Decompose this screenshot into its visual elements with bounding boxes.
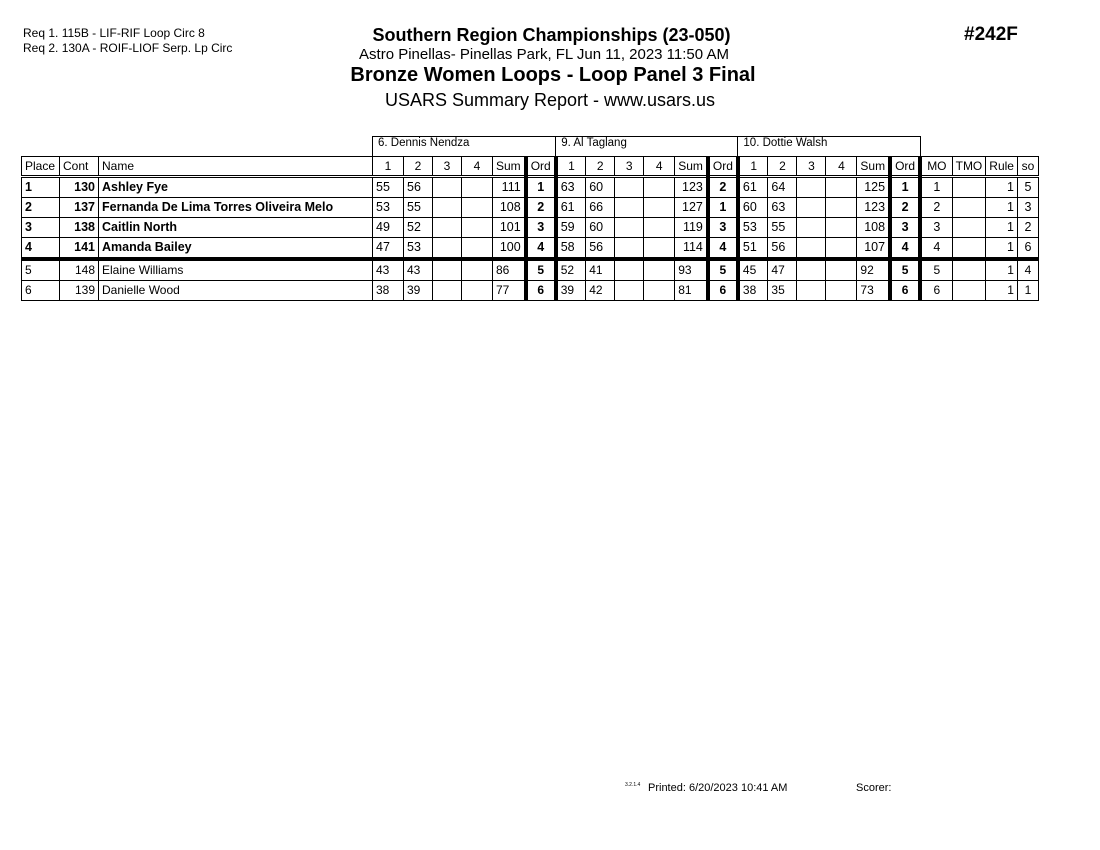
rule-cell: 1 <box>986 281 1018 301</box>
ord-cell: 2 <box>890 198 920 218</box>
ord-cell: 5 <box>526 259 556 281</box>
score-3-cell <box>797 198 826 218</box>
ord-cell: 4 <box>526 238 556 260</box>
score-2-cell: 66 <box>586 198 615 218</box>
score-1-cell: 59 <box>556 218 586 238</box>
mo-cell: 1 <box>920 177 952 198</box>
score-3-cell <box>797 281 826 301</box>
score-4-cell <box>462 218 493 238</box>
name-cell: Amanda Bailey <box>99 238 373 260</box>
ord-cell: 6 <box>708 281 738 301</box>
score-1-cell: 38 <box>738 281 768 301</box>
table-row <box>22 218 1039 238</box>
mo-cell: 5 <box>920 259 952 281</box>
sum-cell: 125 <box>857 177 890 198</box>
score-1-cell: 55 <box>373 177 404 198</box>
tmo-cell <box>952 238 986 260</box>
score-2-cell: 43 <box>404 259 433 281</box>
score-4-cell <box>462 281 493 301</box>
sum-cell: 100 <box>493 238 526 260</box>
cont-cell: 138 <box>60 218 99 238</box>
sum-cell: 111 <box>493 177 526 198</box>
score-1-cell: 52 <box>556 259 586 281</box>
ord-cell: 5 <box>890 259 920 281</box>
score-3-cell <box>433 198 462 218</box>
element-2-header: 2 <box>404 157 433 177</box>
software-version: 3.2.1.4 <box>625 782 641 788</box>
sum-header: Sum <box>493 157 526 177</box>
score-1-cell: 45 <box>738 259 768 281</box>
sum-cell: 119 <box>675 218 708 238</box>
element-1-header: 1 <box>738 157 768 177</box>
ord-header: Ord <box>526 157 556 177</box>
tmo-cell <box>952 218 986 238</box>
table-row <box>22 238 1039 260</box>
score-3-cell <box>797 238 826 260</box>
score-1-cell: 61 <box>738 177 768 198</box>
ord-cell: 6 <box>890 281 920 301</box>
place-cell: 1 <box>22 177 60 198</box>
rule-cell: 1 <box>986 238 1018 260</box>
score-3-cell <box>797 177 826 198</box>
sum-cell: 93 <box>675 259 708 281</box>
sum-cell: 127 <box>675 198 708 218</box>
report-title: USARS Summary Report - www.usars.us <box>384 90 716 110</box>
cont-cell: 139 <box>60 281 99 301</box>
score-4-cell <box>644 177 675 198</box>
competition-title: Southern Region Championships (23-050) <box>372 25 731 45</box>
score-3-cell <box>433 281 462 301</box>
scorer-label: Scorer: <box>856 782 892 794</box>
score-2-cell: 41 <box>586 259 615 281</box>
score-3-cell <box>615 177 644 198</box>
sum-header: Sum <box>675 157 708 177</box>
element-4-header: 4 <box>644 157 675 177</box>
requirement-2: Req 2. 130A - ROIF-LIOF Serp. Lp Circ <box>23 41 233 55</box>
score-4-cell <box>462 177 493 198</box>
venue-date: Astro Pinellas- Pinellas Park, FL Jun 11, 2023 11:50 AM <box>359 46 729 63</box>
rule-cell: 1 <box>986 198 1018 218</box>
place-cell: 4 <box>22 238 60 260</box>
score-3-cell <box>433 259 462 281</box>
ord-cell: 3 <box>708 218 738 238</box>
score-1-cell: 63 <box>556 177 586 198</box>
score-1-cell: 51 <box>738 238 768 260</box>
tmo-header: TMO <box>952 157 986 177</box>
score-2-cell: 63 <box>768 198 797 218</box>
ord-header: Ord <box>890 157 920 177</box>
judge-header-row <box>22 137 1039 157</box>
score-3-cell <box>433 218 462 238</box>
judge-3-name: 10. Dottie Walsh <box>738 137 920 157</box>
score-4-cell <box>462 259 493 281</box>
score-2-cell: 56 <box>404 177 433 198</box>
ord-header: Ord <box>708 157 738 177</box>
score-4-cell <box>826 177 857 198</box>
element-3-header: 3 <box>615 157 644 177</box>
score-2-cell: 53 <box>404 238 433 260</box>
sum-cell: 81 <box>675 281 708 301</box>
score-2-cell: 55 <box>768 218 797 238</box>
sum-cell: 73 <box>857 281 890 301</box>
element-1-header: 1 <box>373 157 404 177</box>
score-2-cell: 56 <box>586 238 615 260</box>
tmo-cell <box>952 198 986 218</box>
tmo-cell <box>952 259 986 281</box>
so-cell: 6 <box>1017 238 1038 260</box>
score-2-cell: 42 <box>586 281 615 301</box>
score-1-cell: 38 <box>373 281 404 301</box>
element-1-header: 1 <box>556 157 586 177</box>
sum-cell: 101 <box>493 218 526 238</box>
mo-header: MO <box>920 157 952 177</box>
score-4-cell <box>826 218 857 238</box>
cont-cell: 148 <box>60 259 99 281</box>
score-4-cell <box>644 238 675 260</box>
judge-1-name: 6. Dennis Nendza <box>373 137 556 157</box>
score-1-cell: 49 <box>373 218 404 238</box>
so-cell: 1 <box>1017 281 1038 301</box>
score-2-cell: 56 <box>768 238 797 260</box>
sum-cell: 107 <box>857 238 890 260</box>
sum-cell: 108 <box>493 198 526 218</box>
score-3-cell <box>433 177 462 198</box>
mo-cell: 3 <box>920 218 952 238</box>
score-3-cell <box>615 238 644 260</box>
score-2-cell: 39 <box>404 281 433 301</box>
score-3-cell <box>615 281 644 301</box>
name-cell: Danielle Wood <box>99 281 373 301</box>
element-3-header: 3 <box>433 157 462 177</box>
tmo-cell <box>952 281 986 301</box>
table-row <box>22 259 1039 281</box>
judge-2-name: 9. Al Taglang <box>556 137 738 157</box>
cont-cell: 141 <box>60 238 99 260</box>
score-3-cell <box>797 259 826 281</box>
mo-cell: 6 <box>920 281 952 301</box>
score-1-cell: 53 <box>738 218 768 238</box>
score-3-cell <box>615 259 644 281</box>
element-2-header: 2 <box>586 157 615 177</box>
ord-cell: 6 <box>526 281 556 301</box>
ord-cell: 1 <box>708 198 738 218</box>
score-1-cell: 53 <box>373 198 404 218</box>
ord-cell: 1 <box>526 177 556 198</box>
score-3-cell <box>615 198 644 218</box>
cont-cell: 137 <box>60 198 99 218</box>
rule-cell: 1 <box>986 177 1018 198</box>
event-number: #242F <box>964 24 1018 45</box>
so-cell: 5 <box>1017 177 1038 198</box>
score-2-cell: 47 <box>768 259 797 281</box>
so-cell: 3 <box>1017 198 1038 218</box>
score-4-cell <box>826 198 857 218</box>
element-4-header: 4 <box>462 157 493 177</box>
name-cell: Caitlin North <box>99 218 373 238</box>
score-1-cell: 47 <box>373 238 404 260</box>
so-header: so <box>1017 157 1038 177</box>
score-1-cell: 61 <box>556 198 586 218</box>
table-row <box>22 281 1039 301</box>
requirement-1: Req 1. 115B - LIF-RIF Loop Circ 8 <box>23 26 205 40</box>
so-cell: 4 <box>1017 259 1038 281</box>
ord-cell: 4 <box>708 238 738 260</box>
event-title: Bronze Women Loops - Loop Panel 3 Final <box>350 64 756 86</box>
score-1-cell: 43 <box>373 259 404 281</box>
table-row <box>22 177 1039 198</box>
score-4-cell <box>826 238 857 260</box>
score-2-cell: 52 <box>404 218 433 238</box>
ord-cell: 4 <box>890 238 920 260</box>
score-1-cell: 39 <box>556 281 586 301</box>
printed-date: Printed: 6/20/2023 10:41 AM <box>648 782 788 794</box>
score-1-cell: 60 <box>738 198 768 218</box>
ord-cell: 3 <box>890 218 920 238</box>
ord-cell: 2 <box>708 177 738 198</box>
score-4-cell <box>644 281 675 301</box>
place-cell: 2 <box>22 198 60 218</box>
score-4-cell <box>644 198 675 218</box>
ord-cell: 1 <box>890 177 920 198</box>
name-header: Name <box>99 157 373 177</box>
sum-cell: 123 <box>675 177 708 198</box>
so-cell: 2 <box>1017 218 1038 238</box>
rule-cell: 1 <box>986 259 1018 281</box>
score-3-cell <box>615 218 644 238</box>
element-2-header: 2 <box>768 157 797 177</box>
table-row <box>22 198 1039 218</box>
sum-cell: 77 <box>493 281 526 301</box>
score-4-cell <box>644 218 675 238</box>
score-2-cell: 60 <box>586 218 615 238</box>
tmo-cell <box>952 177 986 198</box>
score-4-cell <box>644 259 675 281</box>
rule-cell: 1 <box>986 218 1018 238</box>
ord-cell: 5 <box>708 259 738 281</box>
place-cell: 5 <box>22 259 60 281</box>
sum-header: Sum <box>857 157 890 177</box>
column-header-row <box>22 157 1039 177</box>
score-2-cell: 35 <box>768 281 797 301</box>
results-table <box>21 136 1039 301</box>
name-cell: Ashley Fye <box>99 177 373 198</box>
score-4-cell <box>462 198 493 218</box>
cont-cell: 130 <box>60 177 99 198</box>
name-cell: Elaine Williams <box>99 259 373 281</box>
ord-cell: 2 <box>526 198 556 218</box>
score-4-cell <box>826 281 857 301</box>
sum-cell: 114 <box>675 238 708 260</box>
sum-cell: 86 <box>493 259 526 281</box>
rule-header: Rule <box>986 157 1018 177</box>
cont-header: Cont <box>60 157 99 177</box>
score-4-cell <box>826 259 857 281</box>
score-2-cell: 55 <box>404 198 433 218</box>
score-3-cell <box>433 238 462 260</box>
score-3-cell <box>797 218 826 238</box>
mo-cell: 4 <box>920 238 952 260</box>
mo-cell: 2 <box>920 198 952 218</box>
place-cell: 3 <box>22 218 60 238</box>
score-4-cell <box>462 238 493 260</box>
sum-cell: 108 <box>857 218 890 238</box>
place-cell: 6 <box>22 281 60 301</box>
place-header: Place <box>22 157 60 177</box>
element-4-header: 4 <box>826 157 857 177</box>
ord-cell: 3 <box>526 218 556 238</box>
element-3-header: 3 <box>797 157 826 177</box>
score-1-cell: 58 <box>556 238 586 260</box>
sum-cell: 123 <box>857 198 890 218</box>
score-2-cell: 60 <box>586 177 615 198</box>
score-2-cell: 64 <box>768 177 797 198</box>
name-cell: Fernanda De Lima Torres Oliveira Melo <box>99 198 373 218</box>
sum-cell: 92 <box>857 259 890 281</box>
